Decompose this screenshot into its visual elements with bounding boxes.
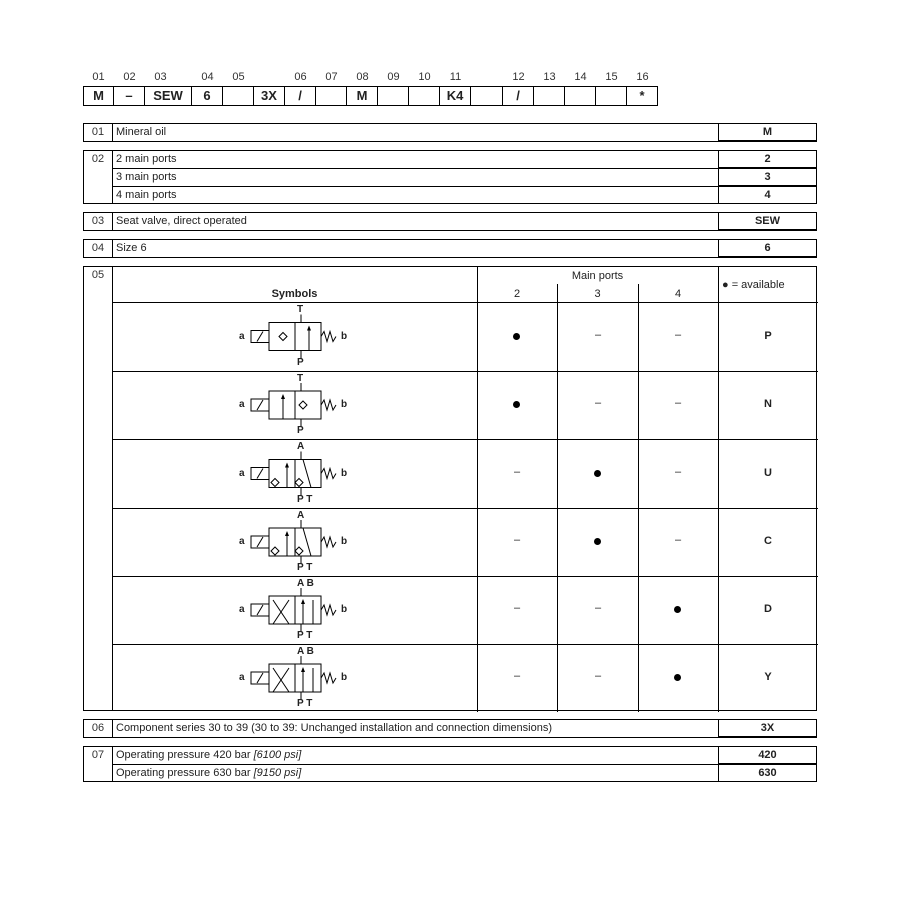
available-dot [674,606,681,613]
option-label: 3 main ports [116,171,177,183]
not-available-dash: – [595,602,602,614]
port-label-bottom: P [297,357,304,368]
code-box: 3X [254,86,285,106]
port-col-2: 2 [513,288,521,300]
option-code: 6 [718,239,817,257]
grid-line [112,576,818,577]
symbols-header: Symbols [271,288,318,300]
available-dot [594,538,601,545]
section-index: 02 [84,151,113,203]
code-position-number: 13 [543,71,556,83]
availability-legend: ● = available [722,279,785,291]
code-box: 6 [192,86,223,106]
code-box [409,86,440,106]
grid-line [112,508,818,509]
section-index: 03 [84,213,113,230]
option-label: Seat valve, direct operated [116,215,247,227]
not-available-dash: – [514,602,521,614]
section-01 [83,123,817,142]
code-box [471,86,503,106]
available-dot [674,674,681,681]
code-box: M [83,86,114,106]
code-position-number: 07 [325,71,338,83]
port-col-3: 3 [594,288,601,300]
code-box [316,86,347,106]
solenoid-label: a [239,604,245,615]
grid-line [112,439,818,440]
spring-label: b [341,330,348,342]
spring-label: b [341,536,348,547]
code-box: SEW [145,86,192,106]
code-position-number: 11 [449,71,462,83]
solenoid-label: a [239,467,245,479]
not-available-dash: – [595,328,602,341]
code-position-number: 03 [154,71,167,83]
option-row [112,168,816,186]
option-label: Operating pressure 420 bar [6100 psi] [116,749,302,761]
available-dot [513,333,520,340]
port-label-bottom: P [297,425,304,436]
port-label-bottom: P T [297,698,313,709]
code-box [565,86,596,106]
available-dot [513,401,520,408]
code-position-number: 09 [387,71,400,83]
option-row [112,764,816,782]
option-code: 4 [718,186,817,204]
not-available-dash: – [514,534,521,546]
code-box [223,86,254,106]
code-box [378,86,409,106]
section-06 [83,719,817,738]
option-code: SEW [718,212,817,230]
option-label: 4 main ports [116,189,177,201]
code-position-number: 08 [356,71,369,83]
code-position-number: 16 [636,71,649,83]
option-row [112,186,816,204]
option-row [112,124,816,142]
section-index: 05 [84,267,113,710]
option-code: 420 [718,746,817,764]
section-index: 06 [84,720,113,737]
code-box: / [285,86,316,106]
code-box: M [347,86,378,106]
solenoid-label: a [239,330,245,342]
option-code: 3 [718,168,817,186]
spring-label: b [341,672,348,683]
not-available-dash: – [675,397,682,409]
option-label: 2 main ports [116,153,177,165]
not-available-dash: – [514,465,521,478]
option-label: Component series 30 to 39 (30 to 39: Unchanged installation and connection dimensions) [116,722,552,734]
code-position-number: 04 [201,71,214,83]
solenoid-label: a [239,399,245,410]
section-04 [83,239,817,258]
code-box: – [114,86,145,106]
not-available-dash: – [595,397,602,409]
grid-line [112,302,818,303]
grid-line [638,284,639,712]
option-label: Operating pressure 630 bar [9150 psi] [116,767,302,779]
port-label-bottom: P T [297,630,313,641]
code-box [534,86,565,106]
code-position-number: 10 [418,71,431,83]
code-box: K4 [440,86,471,106]
not-available-dash: – [675,328,682,341]
section-02 [83,150,817,204]
section-index: 07 [84,747,113,781]
option-code: M [718,123,817,141]
spring-label: b [341,399,348,410]
option-row [112,747,816,765]
option-row [112,240,816,258]
grid-line [112,644,818,645]
code-position-number: 05 [232,71,245,83]
section-05-symbols-table [83,266,817,711]
code-position-number: 14 [574,71,587,83]
section-03 [83,212,817,231]
spool-code: C [764,535,772,547]
code-position-number: 12 [512,71,525,83]
main-ports-header: Main ports [571,270,624,282]
option-code: 3X [718,719,817,737]
option-row [112,213,816,231]
code-position-number: 15 [605,71,618,83]
spring-label: b [341,467,348,479]
option-label: Size 6 [116,242,147,254]
option-row [112,720,816,738]
section-07 [83,746,817,782]
port-label-top: T [297,304,304,315]
port-label-bottom: P T [297,562,313,573]
spool-code: D [764,603,772,615]
solenoid-label: a [239,672,245,683]
solenoid-label: a [239,536,245,547]
spool-code: Y [764,671,772,683]
code-box: / [503,86,534,106]
code-box [596,86,627,106]
spool-code: P [764,329,772,342]
port-label-top: A B [297,646,314,657]
grid-line [112,371,818,372]
option-code: 630 [718,764,817,782]
spool-code: U [764,466,772,479]
available-dot [594,470,601,477]
port-label-bottom: P T [297,494,313,505]
port-label-top: A [297,441,305,452]
section-index: 01 [84,124,113,141]
section-index: 04 [84,240,113,257]
not-available-dash: – [595,670,602,682]
port-label-top: T [297,373,304,384]
port-label-top: A B [297,578,314,589]
grid-line [557,284,558,712]
not-available-dash: – [514,670,521,682]
spool-code: N [764,398,772,410]
option-row [112,151,816,169]
option-label: Mineral oil [116,126,167,138]
port-col-4: 4 [674,288,682,300]
port-label-top: A [297,510,305,521]
grid-line [477,267,478,712]
not-available-dash: – [675,465,682,478]
code-position-number: 01 [92,71,105,83]
code-box: * [627,86,658,106]
option-code: 2 [718,150,817,168]
spring-label: b [341,604,348,615]
not-available-dash: – [675,534,682,546]
code-position-number: 02 [123,71,136,83]
code-position-number: 06 [294,71,307,83]
